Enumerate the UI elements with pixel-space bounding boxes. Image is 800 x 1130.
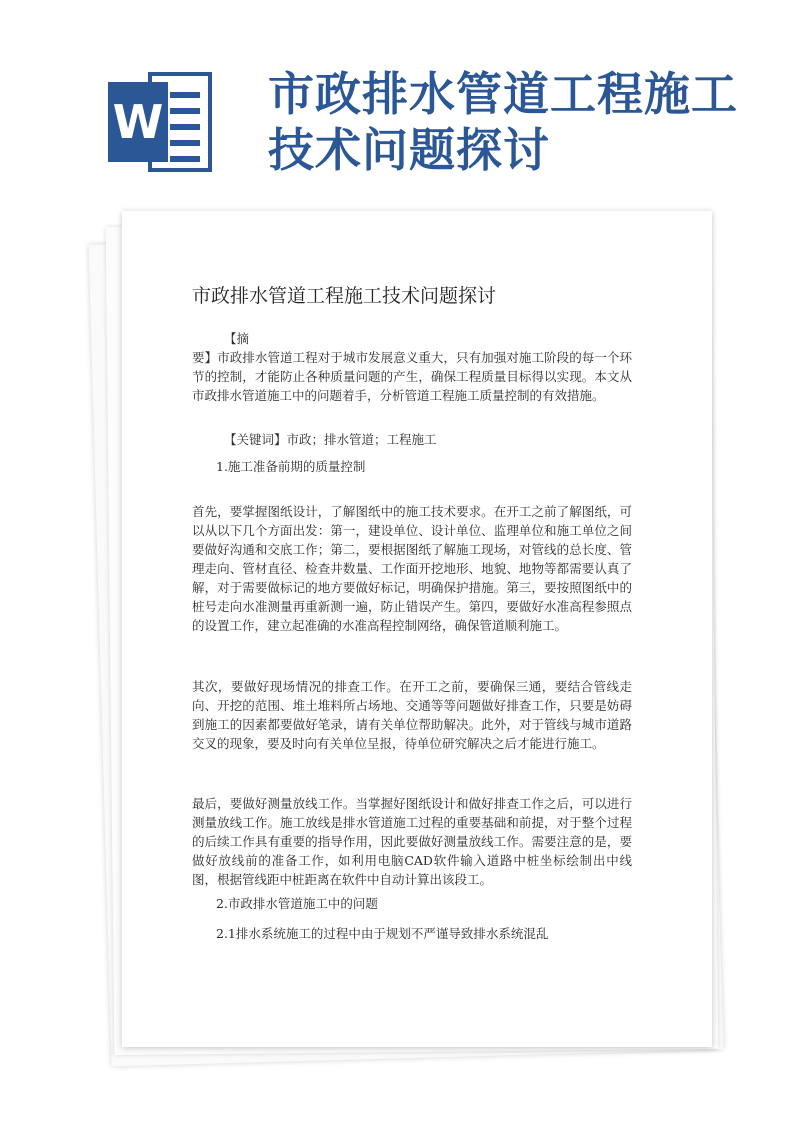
abstract: [192, 329, 632, 405]
banner-title: [268, 66, 768, 178]
paragraph-1: 首先，要掌握图纸设计，了解图纸中的施工技术要求。在开工之前了解图纸，可以从以下几个方面出发：第一，建设单位、设计单位、监理单位和施工单位之间要做好沟通和交底工作；第二，要根据图纸了解施工现场，对管线的总长度、管理走向、管材直径、检查井数量、工作面开挖地形、地貌、地物等都需要认真了解，对于需要做标记的地方要做好标记，明确保护措施。第三，要按照图纸中的桩号走向水准测量再重新测一遍，防止错误产生。第四，要做好水准高程参照点的设置工作，建立起准确的水准高程控制网络，确保管道顺利施工。: [192, 504, 632, 633]
document-title: 市政排水管道工程施工技术问题探讨: [192, 285, 497, 307]
word-document-icon: [108, 72, 212, 172]
document-page: [122, 211, 712, 1047]
section-heading-2-1: 2.1排水系统施工的过程中由于规划不严谨导致排水系统混乱: [216, 926, 549, 941]
banner-title-line2: 技术问题探讨: [268, 123, 550, 177]
abstract-label: 【摘: [224, 331, 250, 346]
paragraph-3: 最后，要做好测量放线工作。当掌握好图纸设计和做好排查工作之后，可以进行测量放线工作。施工放线是排水管道施工过程的重要基础和前提，对于整个过程的后续工作具有重要的指导作用，因此要做好测量放线工作。需要注意的是，要做好放线前的准备工作，如利用电脑CAD软件输入道路中桩坐标绘制出中线图，根据管线距中桩距离在软件中自动计算出该段工。: [192, 796, 632, 887]
keywords: 【关键词】市政；排水管道；工程施工: [224, 432, 437, 447]
section-heading-1: 1.施工准备前期的质量控制: [216, 459, 366, 474]
paragraph-2: 其次，要做好现场情况的排查工作。在开工之前，要确保三通，要结合管线走向、开挖的范围、堆土堆料所占场地、交通等等问题做好排查工作，只要是妨碍到施工的因素都要做好笔录，请有关单位帮助解决。此外，对于管线与城市道路交叉的现象，要及时向有关单位呈报，待单位研究解决之后才能进行施工。: [192, 679, 632, 751]
abstract-text: 要】市政排水管道工程对于城市发展意义重大，只有加强对施工阶段的每一个环节的控制，才能防止各种质量问题的产生，确保工程质量目标得以实现。本文从市政排水管道施工中的问题着手，分析管道工程施工质量控制的有效措施。: [192, 350, 632, 403]
section-heading-2: 2.市政排水管道施工中的问题: [216, 896, 378, 911]
banner-title-line1: 市政排水管道工程施工: [268, 67, 738, 121]
word-logo-letter: W: [108, 82, 168, 162]
banner: [0, 0, 800, 210]
